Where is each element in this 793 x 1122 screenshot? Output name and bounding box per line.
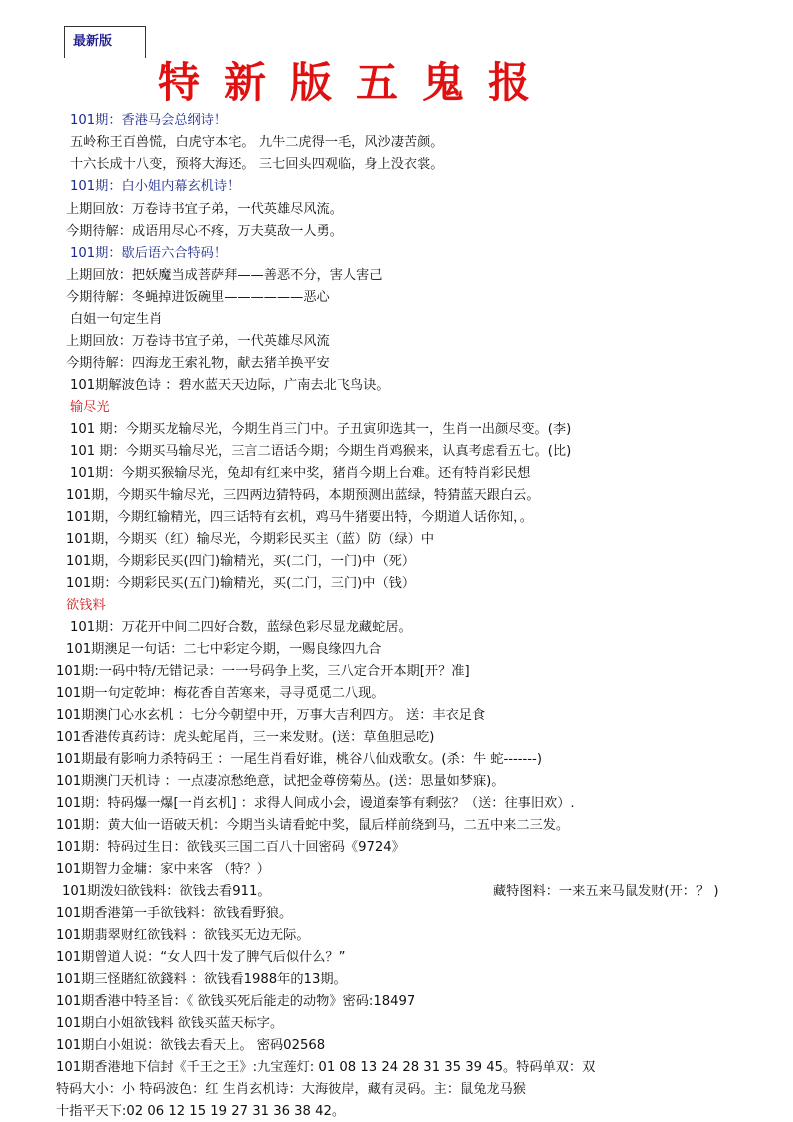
text-line: 五岭称王百兽慌，白虎守本宅。 九牛二虎得一毛，风沙凄苦颜。 bbox=[70, 135, 444, 150]
text-line: 藏特图料：一来五来马鼠发财(开：？ ) bbox=[493, 884, 719, 899]
text-line: 101期解波色诗 ：碧水蓝天天边际，广南去北飞鸟诀。 bbox=[70, 378, 390, 393]
text-line: 101期，今期买（红）输尽光，今期彩民买主（蓝）防（绿）中 bbox=[66, 532, 435, 547]
text-line: 101期：歇后语六合特码！ bbox=[70, 246, 228, 261]
text-line: 101期最有影响力杀特码王 ：一尾生肖看好谁，桃谷八仙戏歌女。(杀：牛 蛇-------) bbox=[56, 752, 542, 767]
text-line: 101期白小姐说：欲钱去看天上。 密码02568 bbox=[56, 1038, 326, 1053]
text-line: 101香港传真药诗：虎头蛇尾肖，三一来发财。(送：草鱼胆忌吃) bbox=[56, 730, 435, 745]
text-line: 上期回放：万卷诗书宜子弟，一代英雄尽风流 bbox=[66, 334, 330, 349]
text-line: 101期翡翠财红欲钱料 ：欲钱买无边无际。 bbox=[56, 928, 310, 943]
text-line: 101期香港地下信封《千王之王》:九宝莲灯: 01 08 13 24 28 31 35 39 45。特码单双：双 bbox=[56, 1060, 596, 1075]
text-line: 十指平天下:02 06 12 15 19 27 31 36 38 42。 bbox=[56, 1104, 346, 1119]
text-line: 101期，今期彩民买(四门)输精光，买(二门，一门)中（死） bbox=[66, 554, 416, 569]
text-line: 101 期：今期买龙输尽光，今期生肖三门中。子丑寅卯选其一，生肖一出颜尽变。(李) bbox=[70, 422, 572, 437]
text-line: 101期香港中特圣旨：《 欲钱买死后能走的动物》密码:18497 bbox=[56, 994, 416, 1009]
text-line: 101期澳门天机诗 ：一点凄凉愁绝意，试把金尊傍菊丛。(送：思量如梦寐)。 bbox=[56, 774, 505, 789]
text-line: 今期待解：成语用尽心不疼，万夫莫敌一人勇。 bbox=[66, 224, 343, 239]
text-line: 101期白小姐欲钱料 欲钱买蓝天标字。 bbox=[56, 1016, 284, 1031]
section-heading: 输尽光 bbox=[70, 400, 110, 415]
text-line: 101期三怪賭紅欲錢料 ：欲钱看1988年的13期。 bbox=[56, 972, 347, 987]
text-line: 101期曾道人说：“女人四十发了脾气后似什么？” bbox=[56, 950, 346, 965]
text-line: 101期：今期买猴输尽光，兔却有红来中奖，猪肖今期上台难。还有特肖彩民想 bbox=[70, 466, 531, 481]
text-line: 特码大小：小 特码波色：红 生肖玄机诗：大海彼岸，藏有灵码。主：鼠兔龙马猴 bbox=[56, 1082, 526, 1097]
text-line: 101期：香港马会总纲诗！ bbox=[70, 113, 228, 128]
text-line: 十六长成十八变，预将大海还。 三七回头四观临，身上没衣裳。 bbox=[70, 157, 444, 172]
text-line: 101期一句定乾坤：梅花香自苦寒来，寻寻觅觅二八现。 bbox=[56, 686, 385, 701]
text-line: 今期待解：四海龙王索礼物，献去猪羊换平安 bbox=[66, 356, 330, 371]
text-line: 101期：特码爆一爆[一肖玄机] ：求得人间成小会，谩道秦筝有剩弦？（送：往事旧欢）. bbox=[56, 796, 575, 811]
text-line: 101期，今期红输精光，四三话特有玄机，鸡马牛猪要出特，今期道人话你知，。 bbox=[66, 510, 533, 525]
text-line: 101期：黄大仙一语破天机：今期当头请看蛇中奖，鼠后样前绕到马，二五中来二三发。 bbox=[56, 818, 570, 833]
text-line: 上期回放：万卷诗书宜子弟，一代英雄尽风流。 bbox=[66, 202, 343, 217]
text-line: 白姐一句定生肖 bbox=[70, 312, 163, 327]
text-line: 101期香港第一手欲钱料：欲钱看野狼。 bbox=[56, 906, 293, 921]
text-line: 101期澳足一句话：二七中彩定今期，一赐良缘四九合 bbox=[66, 642, 382, 657]
section-heading: 欲钱料 bbox=[66, 598, 106, 613]
edition-tag: 最新版 bbox=[64, 26, 146, 58]
text-line: 101期：万花开中间二四好合数，蓝绿色彩尽显龙藏蛇居。 bbox=[70, 620, 412, 635]
text-line: 今期待解：冬蝇掉进饭碗里——————恶心 bbox=[66, 290, 330, 305]
text-line: 101 期：今期买马输尽光，三言二语话今期；今期生肖鸡猴来，认真考虑看五七。(比) bbox=[70, 444, 572, 459]
text-line: 101期：特码过生日：欲钱买三国二百八十回密码《9724》 bbox=[56, 840, 405, 855]
text-line: 101期泼妇欲钱料：欲钱去看911。 bbox=[62, 884, 271, 899]
text-line: 101期澳门心水玄机 ：七分今朝望中开，万事大吉利四方。 送：丰衣足食 bbox=[56, 708, 486, 723]
text-line: 101期:一码中特/无错记录：一一号码争上奖，三八定合开本期[开？准] bbox=[56, 664, 470, 679]
text-line: 101期，今期买牛输尽光，三四两边猜特码，本期预测出蓝绿，特猜蓝天跟白云。 bbox=[66, 488, 540, 503]
text-line: 上期回放：把妖魔当成菩萨拜——善恶不分，害人害己 bbox=[66, 268, 383, 283]
page-title: 特新版五鬼报 bbox=[158, 58, 555, 107]
text-line: 101期：今期彩民买(五门)输精光，买(二门，三门)中（钱） bbox=[66, 576, 416, 591]
text-line: 101期：白小姐内幕玄机诗！ bbox=[70, 179, 241, 194]
text-line: 101期智力金墉：家中来客 （特？） bbox=[56, 862, 270, 877]
